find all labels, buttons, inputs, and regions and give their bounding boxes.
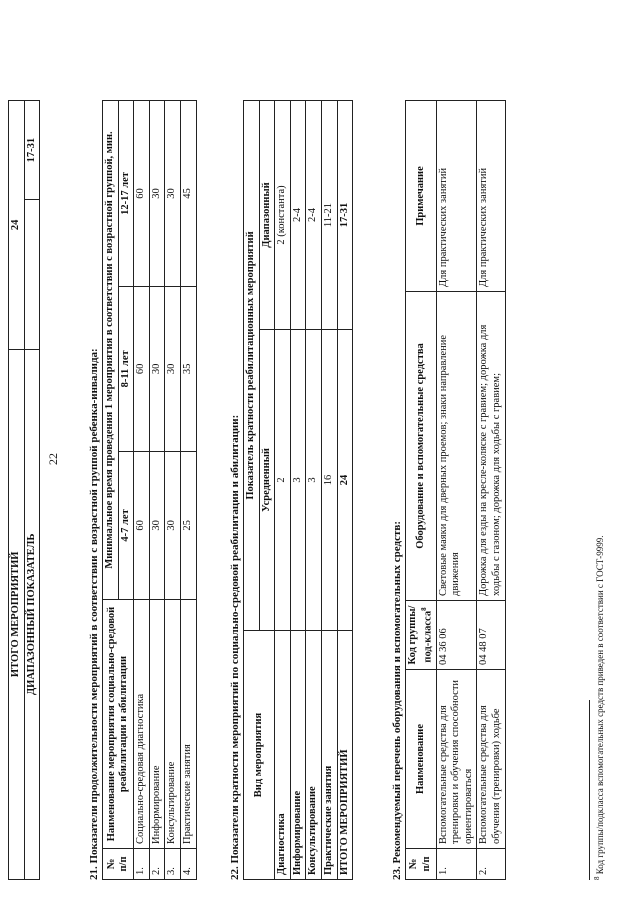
table-row (165, 101, 181, 880)
equipment-table (405, 100, 506, 880)
footnote (593, 536, 606, 881)
footnote-divider (589, 700, 590, 880)
row-value-12-17: 30 (165, 101, 181, 287)
row-num: 1. (436, 849, 477, 880)
row-name: Практические занятия (321, 631, 337, 880)
total-average: 24 (337, 330, 353, 631)
row-name: Информирование (149, 600, 165, 849)
duration-table (102, 100, 197, 880)
row-value-4-7: 30 (149, 451, 165, 599)
header-name: Наименование (406, 670, 437, 849)
row-range: 2-4 (290, 101, 306, 330)
frequency-table (243, 100, 353, 880)
header-num: № п/п (103, 849, 134, 880)
row-value-4-7: 25 (180, 451, 196, 599)
table-row (436, 101, 477, 880)
row-name: Практические занятия (180, 600, 196, 849)
table-header-row (244, 101, 260, 880)
row-code: 04 36 06 (436, 601, 477, 670)
section-22-caption: 22. Показатели кратности мероприятий по социально-средовой реабилитации и абилитации: (229, 414, 241, 880)
table-row (477, 101, 505, 880)
row-note: Для практических занятий (436, 101, 477, 292)
total-range: 17-31 (337, 101, 353, 330)
row-range: 2-4 (306, 101, 322, 330)
table-header-row (406, 101, 437, 880)
footnote-mark: 8 (593, 876, 601, 880)
table-row (149, 101, 165, 880)
table-row (275, 101, 291, 880)
row-range: 2 (константа) (275, 101, 291, 330)
range-label: ДИАПАЗОННЫЙ ПОКАЗАТЕЛЬ (24, 349, 40, 879)
row-num: 2. (149, 849, 165, 880)
row-note: Для практических занятий (477, 101, 505, 292)
row-num: 4. (180, 849, 196, 880)
row-value-8-11: 35 (180, 286, 196, 451)
row-equipment: Дорожка для езды на кресле-коляске с гравием; дорожка для ходьбы с газоном; дорожка для ходьбы с гравием; (477, 292, 505, 601)
footnote-mark: 8 (419, 607, 428, 611)
row-num: 3. (165, 849, 181, 880)
section-23-caption: 23. Рекомендуемый перечень оборудования и вспомогательных средств: (391, 521, 403, 880)
row-value-4-7: 30 (165, 451, 181, 599)
row-name: Вспомогательные средства для тренировки и обучения способности ориентироваться (436, 670, 477, 849)
header-name: Наименование мероприятия социально-средовой реабилитации и абилитации (103, 600, 134, 849)
table-row (321, 101, 337, 880)
total-name: ИТОГО МЕРОПРИЯТИЙ (337, 631, 353, 880)
header-type: Вид мероприятия (244, 631, 275, 880)
row-value-8-11: 60 (134, 286, 150, 451)
footnote-text: Код группы/подкласса вспомогательных средств приведен в соответствии с ГОСТ-9999. (595, 535, 605, 875)
page-number: 22 (46, 453, 60, 465)
header-code (406, 601, 437, 670)
row-name: Социально-средовая диагностика (134, 600, 150, 849)
table-row (24, 101, 40, 880)
table-row (290, 101, 306, 880)
header-indicator: Показатель кратности реабилитационных мероприятий (244, 101, 260, 631)
row-num: 1. (134, 849, 150, 880)
table-row (180, 101, 196, 880)
header-code-text: Код группы/под-класса (407, 605, 434, 665)
header-age-12-17: 12-17 лет (118, 101, 134, 287)
row-value-12-17: 30 (149, 101, 165, 287)
section-21-caption: 21. Показатели продолжительности мероприятий в соответствии с возрастной группой ребенка-инвалида: (88, 348, 100, 880)
row-value-8-11: 30 (165, 286, 181, 451)
row-num: 2. (477, 849, 505, 880)
total-items-label: ИТОГО МЕРОПРИЯТИЙ (9, 349, 25, 879)
header-age-8-11: 8-11 лет (118, 286, 134, 451)
header-average: Усредненный (259, 330, 275, 631)
table-row (9, 101, 25, 880)
row-average: 16 (321, 330, 337, 631)
header-num: № п/п (406, 849, 437, 880)
header-range: Диапазонный (259, 101, 275, 330)
row-average: 3 (290, 330, 306, 631)
header-min-time: Минимальное время проведения 1 мероприятия в соответствии с возрастной группой, мин. (103, 101, 119, 600)
row-name: Консультирование (165, 600, 181, 849)
range-value: 17-31 (24, 101, 40, 200)
header-age-4-7: 4-7 лет (118, 451, 134, 599)
table-row (134, 101, 150, 880)
row-name: Вспомогательные средства для обучения (тренировки) ходьбе (477, 670, 505, 849)
empty-cell (24, 200, 40, 349)
row-equipment: Световые маяки для дверных проемов; знаки направление движения (436, 292, 477, 601)
row-name: Консультирование (306, 631, 322, 880)
table-row (306, 101, 322, 880)
row-value-12-17: 45 (180, 101, 196, 287)
row-code: 04 48 07 (477, 601, 505, 670)
row-range: 11-21 (321, 101, 337, 330)
row-value-4-7: 60 (134, 451, 150, 599)
row-average: 2 (275, 330, 291, 631)
row-name: Информирование (290, 631, 306, 880)
row-value-8-11: 30 (149, 286, 165, 451)
total-items-value: 24 (9, 101, 25, 350)
row-average: 3 (306, 330, 322, 631)
row-value-12-17: 60 (134, 101, 150, 287)
table-total-row (337, 101, 353, 880)
totals-table (8, 100, 40, 880)
header-equipment: Оборудование и вспомогательные средства (406, 292, 437, 601)
header-note: Примечание (406, 101, 437, 292)
table-header-row (103, 101, 119, 880)
row-name: Диагностика (275, 631, 291, 880)
